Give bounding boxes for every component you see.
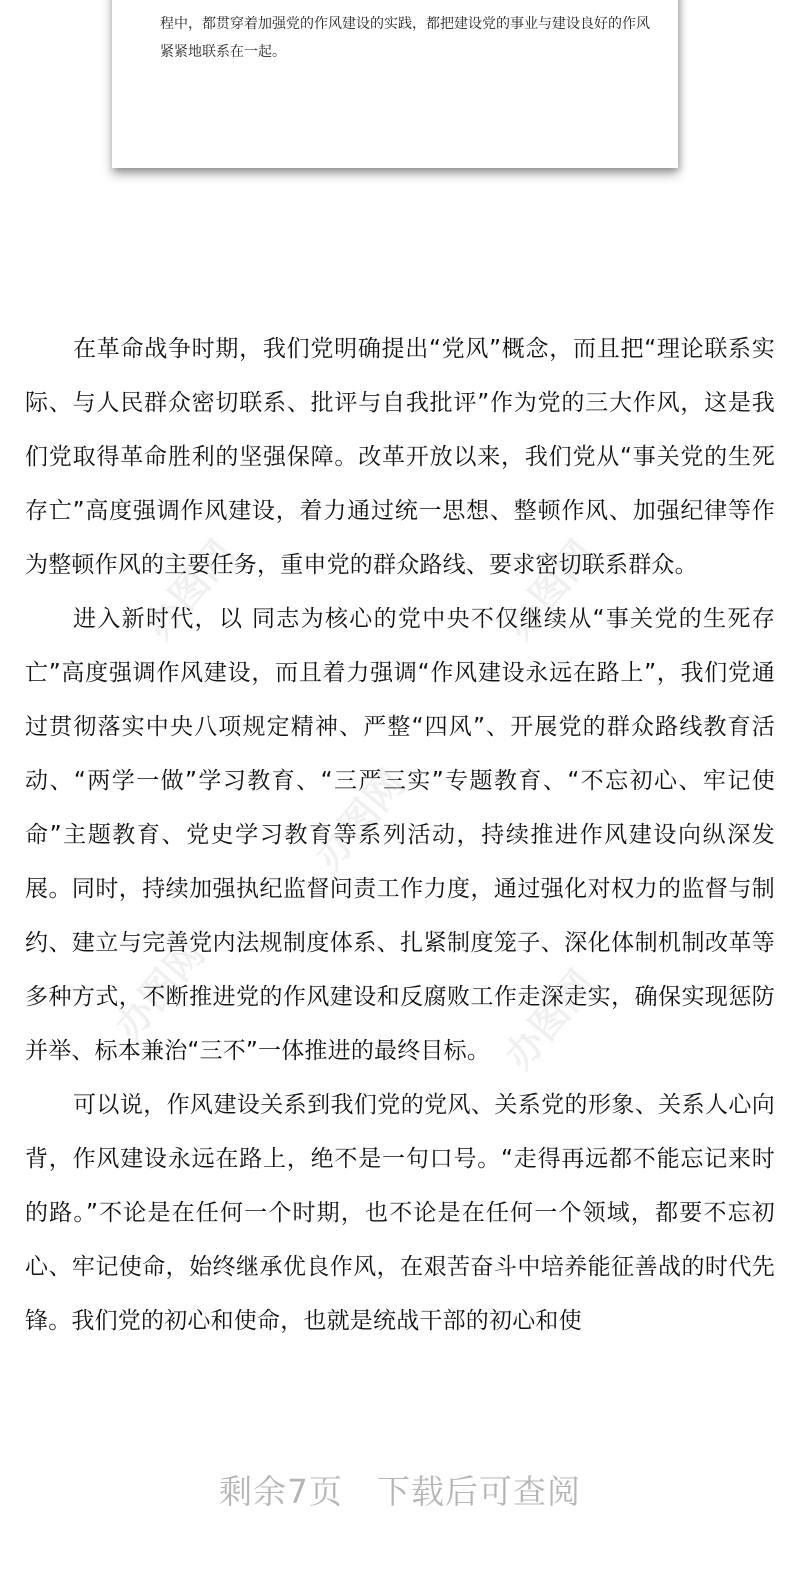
watermark: 办图网 [306, 761, 414, 878]
article-paragraph: 进入新时代，以 同志为核心的党中央不仅继续从“事关党的生死存亡”高度强调作风建设，而且着力强调“作风建设永远在路上”，我们党通过贯彻落实中央八项规定精神、严整“四风”、开展党的群众路线教育活动、“两学一做”学习教育、“三严三实”专题教育、“不忘初心、牢记使命”主题教育、党史学习教育等系列活动，持续推进作风建设向纵深发展。同时，持续加强执纪监督问责工作力度，通过强化对权力的监督与制约、建立与完善党内法规制度体系、扎紧制度笼子、深化体制机制改革等多种方式，不断推进党的作风建设和反腐败工作走深走实，确保实现惩防并举、标本兼治“三不”一体推进的最终目标。 [25, 606, 775, 1064]
watermark: 办图网 [136, 531, 244, 648]
watermark: 办图网 [496, 961, 604, 1078]
download-prompt[interactable] [0, 1466, 800, 1513]
watermark: 办图网 [496, 531, 604, 648]
article-paragraph: 可以说，作风建设关系到我们党的党风、关系党的形象、关系人心向背，作风建设永远在路上，绝不是一句口号。“走得再远都不能忘记来时的路。”不论是在任何一个时期，也不论是在任何一个领域，都要不忘初心、牢记使命，始终继承优良作风，在艰苦奋斗中培养能征善战的时代先锋。我们党的初心和使命，也就是统战干部的初心和使 [25, 1092, 775, 1334]
article-paragraph: 在革命战争时期，我们党明确提出“党风”概念，而且把“理论联系实际、与人民群众密切联系、批评与自我批评”作为党的三大作风，这是我们党取得革命胜利的坚强保障。改革开放以来，我们党从“事关党的生死存亡”高度强调作风建设，着力通过统一思想、整顿作风、加强纪律等作为整顿作风的主要任务，重申党的群众路线、要求密切联系群众。 [25, 336, 775, 578]
excerpt-card-text: 程中，都贯穿着加强党的作风建设的实践，都把建设党的事业与建设良好的作风紧紧地联系在一起。 [160, 16, 650, 60]
excerpt-card [112, 0, 678, 168]
watermark: 办图网 [106, 931, 214, 1048]
download-to-view-label[interactable]: 下载后可查阅 [377, 1472, 581, 1511]
remaining-pages-label: 剩余7页 [219, 1472, 343, 1511]
article-body [25, 322, 775, 1348]
